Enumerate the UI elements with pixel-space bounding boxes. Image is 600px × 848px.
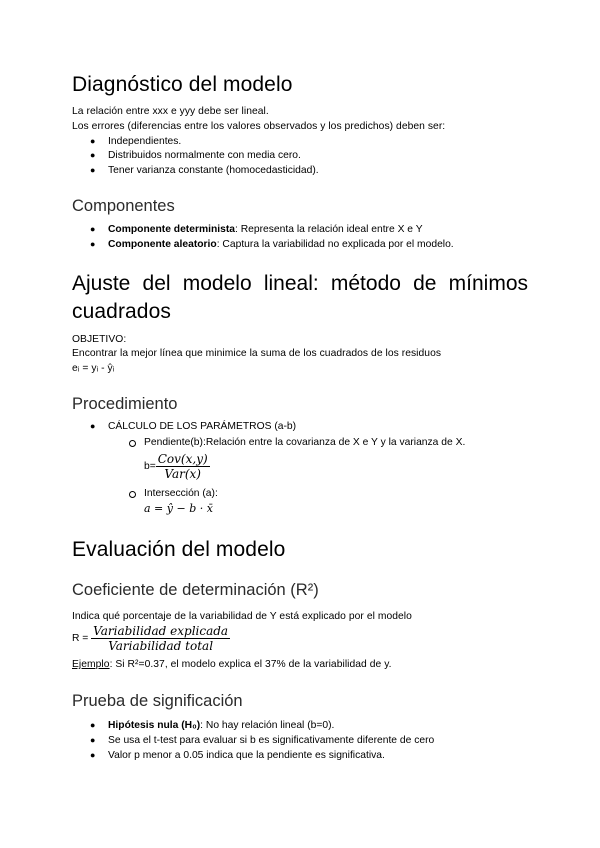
bullet-icon: ● [90,735,96,745]
heading-significacion: Prueba de significación [72,692,243,710]
label-ejemplo: Ejemplo [72,659,110,670]
residual-formula: eᵢ = yᵢ - ŷᵢ [72,363,115,374]
bullet-icon: ● [90,720,96,730]
heading-ajuste-line1: Ajuste del modelo lineal: método de mínimos [72,272,528,295]
list-item [108,720,334,731]
paragraph-ejemplo [72,659,392,670]
heading-diagnostico: Diagnóstico del modelo [72,73,293,96]
sublist-item: Intersección (a): [144,488,218,499]
list-item: Independientes. [108,136,182,147]
list-item: Distribuidos normalmente con media cero. [108,150,301,161]
term-aleatorio: Componente aleatorio [108,239,217,250]
bullet-icon: ● [90,136,96,146]
fraction-numerator: Variabilidad explicada [93,624,229,638]
label-objetivo: OBJETIVO: [72,334,127,345]
circle-bullet-icon [129,491,136,498]
term-description: : No hay relación lineal (b=0). [200,720,335,731]
term-description: : Representa la relación ideal entre X e Y [235,224,423,235]
circle-bullet-icon [129,440,136,447]
formula-r [72,624,230,653]
fraction-b [156,452,210,481]
list-item: Se usa el t-test para evaluar si b es significativamente diferente de cero [108,735,435,746]
term-description: : Captura la variabilidad no explicada por el modelo. [216,239,454,250]
heading-procedimiento: Procedimiento [72,395,178,413]
heading-coeficiente: Coeficiente de determinación (R²) [72,581,319,599]
fraction-denominator: Variabilidad total [108,639,214,653]
paragraph-objetivo: Encontrar la mejor línea que minimice la suma de los cuadrados de los residuos [72,348,442,359]
formula-a: a = ŷ − b · x̄ [144,502,213,515]
heading-ajuste-line2: cuadrados [72,300,171,323]
heading-evaluacion: Evaluación del modelo [72,538,286,561]
ejemplo-text: : Si R²=0.37, el modelo explica el 37% de la variabilidad de y. [109,659,392,670]
paragraph-line1: La relación entre xxx e yyy debe ser lineal. [72,106,269,117]
formula-b-prefix: b= [144,461,156,472]
bullet-icon: ● [90,421,96,431]
list-item: Valor p menor a 0.05 indica que la pendiente es significativa. [108,750,385,761]
formula-b [144,452,210,481]
list-item [108,239,454,250]
bullet-icon: ● [90,239,96,249]
sublist-item: Pendiente(b):Relación entre la covarianza de X e Y y la varianza de X. [144,437,466,448]
list-item: CÁLCULO DE LOS PARÁMETROS (a-b) [108,421,297,432]
paragraph-line2: Los errores (diferencias entre los valores observados y los predichos) deben ser: [72,121,446,132]
heading-componentes: Componentes [72,197,175,215]
fraction-denominator: Var(x) [164,467,201,481]
fraction-r [91,624,230,653]
bullet-icon: ● [90,224,96,234]
bullet-icon: ● [90,150,96,160]
term-determinista: Componente determinista [108,224,236,235]
term-hipotesis: Hipótesis nula (H₀) [108,720,201,731]
formula-r-prefix: R = [72,633,92,644]
list-item [108,224,423,235]
list-item: Tener varianza constante (homocedasticidad). [108,165,319,176]
fraction-numerator: Cov(x,y) [157,452,208,466]
bullet-icon: ● [90,165,96,175]
paragraph-coeficiente: Indica qué porcentaje de la variabilidad de Y está explicado por el modelo [72,611,412,622]
bullet-icon: ● [90,750,96,760]
